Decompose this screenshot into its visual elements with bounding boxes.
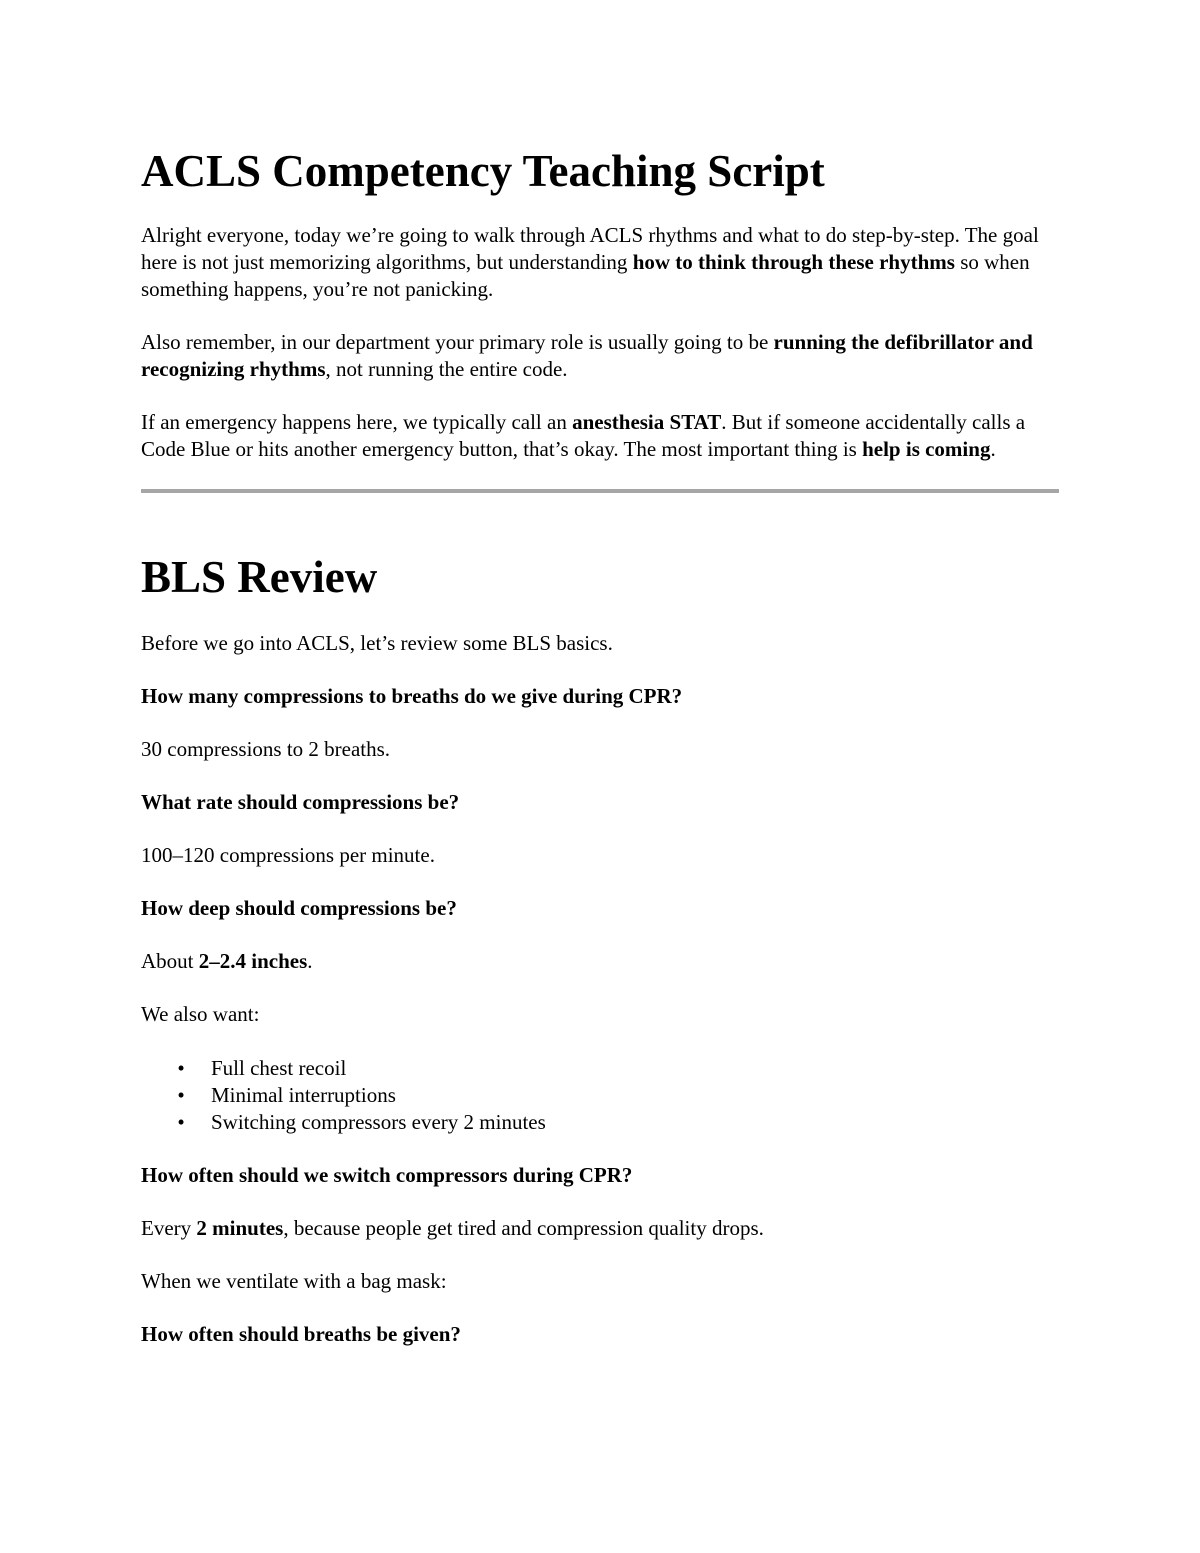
intro-1-text-b: so when something happens, you’re not panicking. — [141, 250, 1030, 301]
intro-3-bold-a: anesthesia STAT — [572, 410, 722, 434]
list-item-text: Switching compressors every 2 minutes — [211, 1110, 546, 1134]
bullet-icon: • — [177, 1056, 185, 1080]
document-title: ACLS Competency Teaching Script — [141, 146, 825, 196]
answer-compression-depth — [141, 948, 1059, 975]
list-item — [141, 1082, 1059, 1109]
list-item-text: Minimal interruptions — [211, 1083, 396, 1107]
intro-paragraph-2 — [141, 329, 1059, 383]
depth-bold: 2–2.4 inches — [198, 949, 308, 973]
cpr-quality-list — [141, 1055, 1059, 1136]
switch-bold: 2 minutes — [196, 1216, 284, 1240]
intro-3-text-b: . But if someone accidentally calls a Code Blue or hits another emergency button, that’s okay. The most important thing is — [141, 410, 1026, 461]
answer-compressions-to-breaths: 30 compressions to 2 breaths. — [141, 737, 391, 761]
intro-1-bold-a: how to think through these rhythms — [632, 250, 955, 274]
answer-compression-rate: 100–120 compressions per minute. — [141, 843, 435, 867]
document-content — [141, 0, 1059, 1348]
intro-3-text-c: . — [990, 437, 996, 461]
intro-2-bold-a: running the defibrillator and recognizing rhythms — [141, 330, 1033, 381]
intro-2-text-a: Also remember, in our department your primary role is usually going to be — [141, 330, 774, 354]
section-divider — [141, 489, 1059, 493]
list-item-text: Full chest recoil — [211, 1056, 347, 1080]
intro-2-text-b: , not running the entire code. — [325, 357, 568, 381]
intro-1-text-a: Alright everyone, today we’re going to walk through ACLS rhythms and what to do step-by-step. The goal here is not just memorizing algorithms, but understanding — [141, 223, 1039, 274]
intro-3-bold-b: help is coming — [862, 437, 991, 461]
depth-text-b: . — [307, 949, 313, 973]
question-compression-depth: How deep should compressions be? — [141, 896, 457, 920]
bullet-icon: • — [177, 1110, 185, 1134]
depth-text-a: About — [141, 949, 199, 973]
ventilate-note: When we ventilate with a bag mask: — [141, 1269, 447, 1293]
bls-lead: Before we go into ACLS, let’s review some BLS basics. — [141, 631, 613, 655]
answer-switch-compressors — [141, 1215, 1059, 1242]
question-compression-rate: What rate should compressions be? — [141, 790, 460, 814]
section-heading-bls-review: BLS Review — [141, 552, 378, 602]
question-compressions-to-breaths: How many compressions to breaths do we give during CPR? — [141, 684, 683, 708]
intro-paragraph-1 — [141, 222, 1059, 303]
switch-text-a: Every — [141, 1216, 197, 1240]
list-item — [141, 1109, 1059, 1136]
also-want-label: We also want: — [141, 1002, 260, 1026]
bullet-icon: • — [177, 1083, 185, 1107]
question-switch-compressors: How often should we switch compressors during CPR? — [141, 1163, 633, 1187]
switch-text-b: , because people get tired and compression quality drops. — [283, 1216, 764, 1240]
intro-3-text-a: If an emergency happens here, we typically call an — [141, 410, 573, 434]
intro-paragraph-3 — [141, 409, 1059, 463]
list-item — [141, 1055, 1059, 1082]
question-breath-frequency: How often should breaths be given? — [141, 1322, 461, 1346]
